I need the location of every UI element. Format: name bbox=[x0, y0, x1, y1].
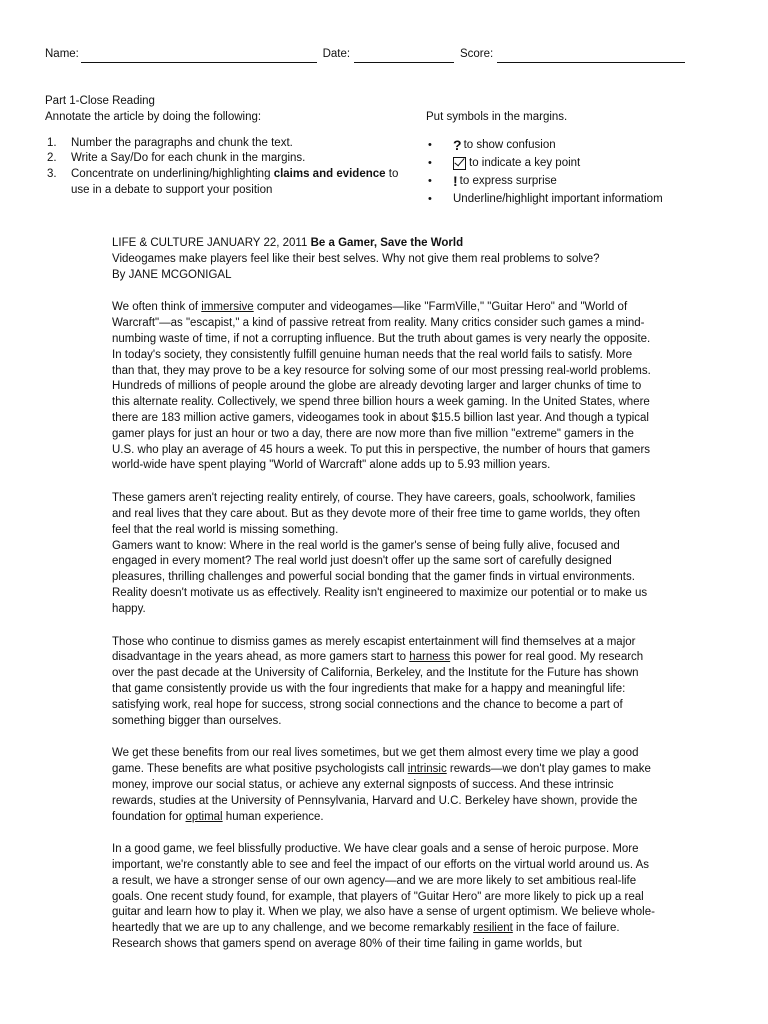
score-field[interactable] bbox=[497, 50, 685, 63]
symbols-title: Put symbols in the margins. bbox=[426, 111, 568, 123]
paragraph-3: Gamers want to know: Where in the real world is the gamer's sense of being fully alive, focused and engaged in every moment? The real world just doesn't offer up the same sort of carefully designed pleasures, thrilling challenges and powerful social bonding that the gamer finds in virtual environments. Reality doesn't motivate us as effectively. Reality isn't engineered to maximize our potential or to make us happy. bbox=[112, 539, 648, 615]
paragraph-text: computer and videogames—like "FarmVille," "Guitar Hero" and "World of Warcraft"—as "escapist," a kind of passive retreat from reality. Many critics consider such games a mind-numbing waste of time, if not a corrupting influence. But the truth about games is very nearly the opposite. In today's society, they consistently fulfill genuine human needs that the real world fails to satisfy. More than that, they may prove to be a key resource for solving some of our most pressing real-world problems. Hundreds of millions of people around the globe are already devoting larger and larger chunks of time to this alternate reality. Collectively, we spend three billion hours a week gaming. In the United States, where there are 183 million active gamers, videogames took in about $15.5 billion last year. And though a typical gamer plays for just an hour or two a day, there are now more than five million "extreme" gamers in the U.S. who play an average of 45 hours a week. To put this in perspective, the number of hours that gamers world-wide have spent playing "World of Warcraft" alone adds up to 5.93 million years. bbox=[112, 301, 651, 472]
step-number: 1. bbox=[47, 136, 57, 149]
name-field[interactable] bbox=[81, 50, 317, 63]
paragraph-1 bbox=[112, 300, 657, 474]
step-number: 3. bbox=[47, 168, 57, 181]
list-item bbox=[426, 191, 726, 209]
list-item bbox=[426, 173, 726, 191]
article-subtitle: Videogames make players feel like their best selves. Why not give them real problems to solve? bbox=[112, 252, 600, 265]
paragraph-text: Those who continue to dismiss games as merely escapist entertainment will find themselves at a major disadvantage in the years ahead, as more gamers start to bbox=[112, 635, 636, 664]
list-item bbox=[426, 137, 726, 155]
name-label: Name: bbox=[45, 48, 79, 60]
bullet-icon: • bbox=[428, 174, 432, 187]
paragraph-text: In a good game, we feel blissfully productive. We have clear goals and a sense of heroic purpose. More important, we're constantly able to see and feel the impact of our efforts on the virtual world around us. As a result, we have a stronger sense of our own agency—and we are more likely to set ambitious real-life goals. One recent study found, for example, that players of "Guitar Hero" are more likely to pick up a real guitar and learn how to play it. When we play, we also have a sense of urgent optimism. We believe whole-heartedly that we are up to any challenge, and we become remarkably bbox=[112, 843, 655, 935]
underlined-word: optimal bbox=[185, 810, 223, 823]
bullet-icon: • bbox=[428, 156, 432, 169]
date-label: Date: bbox=[322, 48, 351, 60]
list-item bbox=[45, 167, 405, 199]
checked-box-icon bbox=[453, 157, 466, 170]
article-title: Be a Gamer, Save the World bbox=[310, 237, 464, 249]
article bbox=[112, 236, 657, 970]
exclamation-icon: ! bbox=[453, 172, 458, 189]
paragraph-text: in the face of failure. Research shows that gamers spend on average 80% of their time failing in game worlds, but bbox=[112, 922, 620, 951]
instructions-section bbox=[45, 94, 405, 199]
paragraph-text: We get these benefits from our real lives sometimes, but we get them almost every time we play a good game. These benefits are what positive psychologists call bbox=[112, 747, 639, 776]
symbol-text: to express surprise bbox=[459, 174, 557, 187]
score-label: Score: bbox=[459, 48, 494, 60]
date-field[interactable] bbox=[354, 50, 454, 63]
steps-list bbox=[45, 136, 405, 199]
article-heading bbox=[112, 236, 657, 252]
paragraph-5 bbox=[112, 746, 657, 825]
step-text-part: to use in a debate to support your position bbox=[71, 168, 399, 196]
paragraph-text: rewards—we don't play games to make money, improve our social status, or achieve any external signposts of success. And these intrinsic rewards, studies at the University of Pennsylvania, Harvard and U.C. Berkeley have shown, provide the foundation for bbox=[112, 763, 651, 823]
symbol-text: Underline/highlight important informatiom bbox=[453, 192, 663, 205]
underlined-word: harness bbox=[409, 651, 451, 664]
symbol-text: to show confusion bbox=[463, 138, 556, 151]
worksheet-header bbox=[45, 47, 685, 63]
underlined-word: resilient bbox=[473, 922, 513, 935]
step-text: Write a Say/Do for each chunk in the margins. bbox=[71, 152, 306, 165]
underlined-word: intrinsic bbox=[407, 763, 447, 776]
underlined-word: immersive bbox=[201, 301, 254, 314]
step-text bbox=[71, 167, 405, 199]
dateline: LIFE & CULTURE JANUARY 22, 2011 bbox=[112, 237, 308, 249]
byline: By JANE MCGONIGAL bbox=[112, 268, 232, 281]
question-mark-icon: ? bbox=[453, 136, 462, 153]
step-text-part: Concentrate on underlining/highlighting bbox=[71, 168, 271, 181]
step-number: 2. bbox=[47, 152, 57, 165]
paragraph-text: human experience. bbox=[222, 810, 324, 823]
section-title: Part 1-Close Reading bbox=[45, 95, 155, 107]
bullet-icon: • bbox=[428, 138, 432, 151]
symbols-section bbox=[426, 110, 726, 209]
symbol-text: to indicate a key point bbox=[469, 156, 581, 169]
paragraph-2: These gamers aren't rejecting reality entirely, of course. They have careers, goals, schoolwork, families and real lives that they care about. But as they devote more of their free time to game worlds, they often feel that the real world is missing something. bbox=[112, 492, 641, 536]
paragraph-6 bbox=[112, 842, 657, 953]
step-text: Number the paragraphs and chunk the text. bbox=[71, 136, 293, 149]
claims-evidence-emphasis: claims and evidence bbox=[273, 168, 386, 181]
list-item bbox=[426, 155, 726, 173]
paragraph-text: We often think of bbox=[112, 301, 202, 314]
instructions-text: Annotate the article by doing the following: bbox=[45, 110, 262, 123]
list-item bbox=[45, 136, 405, 152]
paragraph-text: this power for real good. My research over the past decade at the University of California, Berkeley, and the Institute for the Future has shown that game consistently provide us with the four ingredients that make for a happy and meaningful life: satisfying work, real hope for success, strong social connections and the chance to become a part of something bigger than ourselves. bbox=[112, 651, 644, 727]
list-item bbox=[45, 151, 405, 167]
paragraph-4 bbox=[112, 635, 657, 730]
bullet-icon: • bbox=[428, 192, 432, 205]
symbols-list bbox=[426, 137, 726, 209]
